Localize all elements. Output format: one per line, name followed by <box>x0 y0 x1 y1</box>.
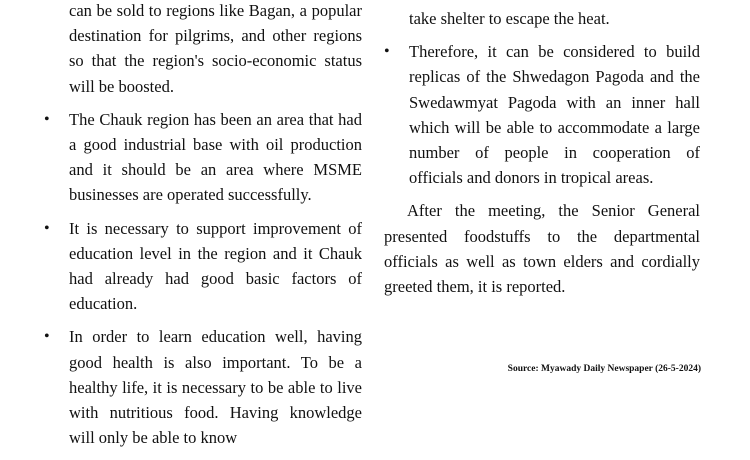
list-item: can be sold to regions like Bagan, a popular destination for pilgrims, and other regions so that the region's socio-economic status will be boosted. <box>69 1 362 96</box>
closing-paragraph: After the meeting, the Senior General presented foodstuffs to the departmental officials as well as town elders and cordially greeted them, it is reported. <box>384 201 700 297</box>
list-item: • Therefore, it can be considered to build replicas of the Shwedagon Pagoda and the Swedawmyat Pagoda with an inner hall which will be able to accommodate a large number of people in cooperation of officials and donors in tropical areas. <box>384 39 700 190</box>
list-item: • The Chauk region has been an area that had a good industrial base with oil production and it should be an area where MSME businesses are operated successfully. <box>44 107 362 208</box>
list-item: • It is necessary to support improvement of education level in the region and it Chauk had already had good basic factors of education. <box>44 216 362 317</box>
source-citation: Source: Myawady Daily Newspaper (26-5-2024) <box>507 364 701 374</box>
list-item: • In order to learn education well, having good health is also important. To be a healthy life, it is necessary to be able to live with nutritious food. Having knowledge will only be able to know <box>44 324 362 450</box>
left-column <box>44 0 362 458</box>
right-column <box>384 6 700 299</box>
left-bullet-list <box>44 0 362 450</box>
list-item: take shelter to escape the heat. <box>409 9 610 28</box>
right-bullet-list <box>384 6 700 190</box>
